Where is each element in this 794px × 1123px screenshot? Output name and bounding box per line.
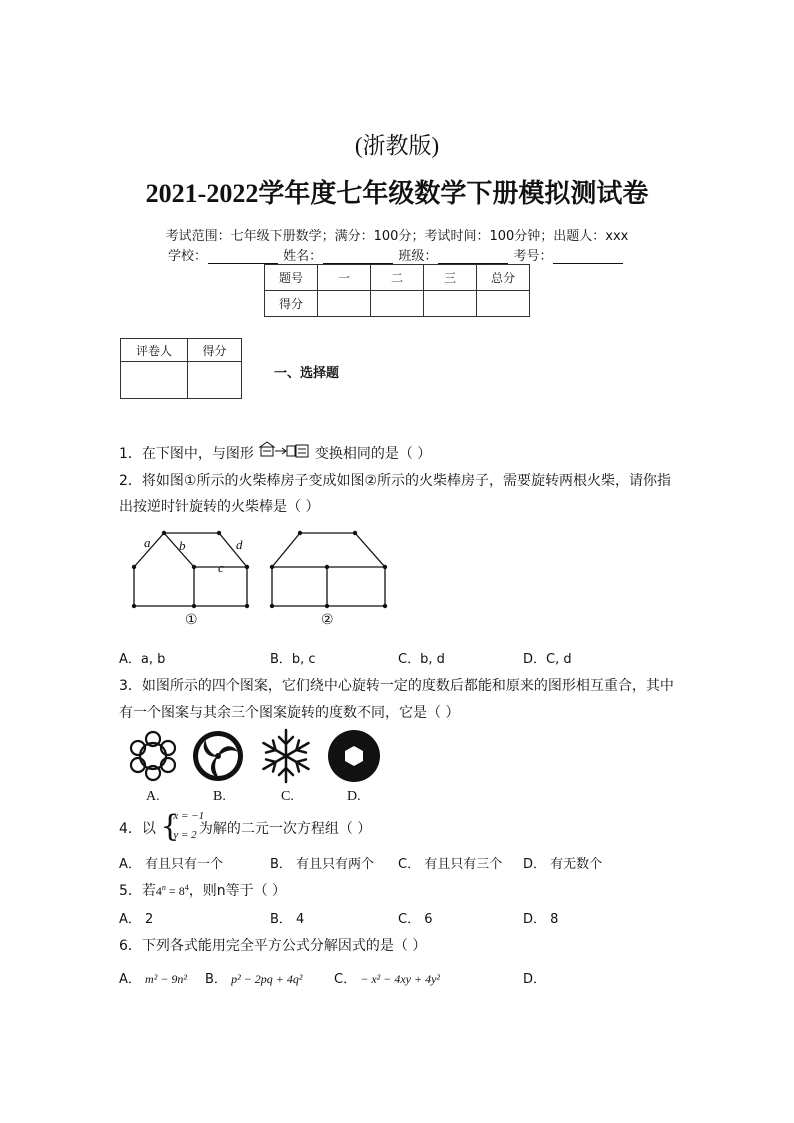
q5-option-a[interactable]: A． 2 xyxy=(119,912,154,927)
q2-option-c[interactable]: C．b, d xyxy=(398,652,445,667)
figure-caption-1: ① xyxy=(185,612,198,628)
q6-option-a-label: A． xyxy=(119,972,141,987)
page-title: 2021-2022学年度七年级数学下册模拟测试卷 xyxy=(145,179,649,208)
q6-option-c-label: C． xyxy=(334,972,357,987)
grader-header: 得分 xyxy=(188,339,242,362)
q4-option-a[interactable]: A． 有且只有一个 xyxy=(119,857,224,872)
question-3-line2: 有一个图案与其余三个图案旋转的度数不同，它是（ ） xyxy=(119,705,460,721)
question-1 xyxy=(119,441,431,463)
snowflake-pattern-icon xyxy=(260,730,312,782)
q6-option-a[interactable] xyxy=(119,968,187,987)
section-title: 一、选择题 xyxy=(274,366,340,381)
flower-pattern-icon xyxy=(131,732,175,780)
equation-system: { x = −1 y = 2 xyxy=(160,809,205,844)
score-cell[interactable] xyxy=(424,291,477,317)
grader-header: 评卷人 xyxy=(121,339,188,362)
label-b: b xyxy=(179,538,186,553)
name-label: 姓名： xyxy=(283,249,323,264)
score-table xyxy=(264,264,530,317)
grader-cell[interactable] xyxy=(121,362,188,399)
q1-text-before: 1．在下图中，与图形 xyxy=(119,446,254,462)
q5-option-b[interactable]: B． 4 xyxy=(270,912,305,927)
hexagon-ring-pattern-icon xyxy=(328,730,380,782)
q4-suffix: 为解的二元一次方程组（ ） xyxy=(198,821,372,837)
student-fields xyxy=(168,245,624,264)
class-label: 班级： xyxy=(398,249,438,264)
question-2-line2: 出按逆时针旋转的火柴棒是（ ） xyxy=(119,499,320,515)
score-header: 二 xyxy=(371,265,424,291)
q4-option-d[interactable]: D． 有无数个 xyxy=(523,857,603,872)
exam-number-field[interactable] xyxy=(553,263,623,264)
score-header: 题号 xyxy=(265,265,318,291)
edition-label: (浙教版) xyxy=(354,133,440,158)
score-cell[interactable] xyxy=(477,291,530,317)
school-label: 学校： xyxy=(168,249,208,264)
q6-option-c[interactable] xyxy=(334,968,440,987)
q6-expr-b: p² − 2pq + 4q² xyxy=(231,972,303,986)
score-header: 三 xyxy=(424,265,477,291)
pattern-caption-a[interactable]: A. xyxy=(146,789,160,804)
exam-info: 考试范围：七年级下册数学；满分：100分；考试时间：100分钟；出题人：xxx xyxy=(165,229,629,244)
q2-option-a[interactable]: A．a, b xyxy=(119,652,166,667)
score-cell[interactable] xyxy=(371,291,424,317)
figure-caption-2: ② xyxy=(321,612,334,628)
label-c: c xyxy=(218,560,224,575)
rotation-patterns-figure xyxy=(118,726,388,806)
q2-option-d[interactable]: D．C, d xyxy=(523,652,572,667)
q6-option-b[interactable] xyxy=(205,968,302,987)
transform-shape-icon xyxy=(258,441,310,461)
q4-option-b[interactable]: B． 有且只有两个 xyxy=(270,857,375,872)
exam-number-label: 考号： xyxy=(513,249,553,264)
equation-1: x = −1 xyxy=(173,810,205,822)
pattern-caption-d[interactable]: D. xyxy=(347,789,361,804)
question-6: 6．下列各式能用完全平方公式分解因式的是（ ） xyxy=(119,938,427,954)
question-4 xyxy=(119,810,371,846)
q1-text-after: 变换相同的是（ ） xyxy=(314,446,432,462)
q5-prefix: 5．若 xyxy=(119,883,156,899)
label-d: d xyxy=(236,537,243,552)
label-a: a xyxy=(144,535,151,550)
grader-cell[interactable] xyxy=(188,362,242,399)
q5-option-d[interactable]: D． 8 xyxy=(523,912,559,927)
question-5 xyxy=(119,880,286,900)
q5-option-c[interactable]: C． 6 xyxy=(398,912,433,927)
equation-2: y = 2 xyxy=(173,829,197,841)
q6-expr-a: m² − 9n² xyxy=(145,972,188,986)
score-row-label: 得分 xyxy=(265,291,318,317)
grader-table xyxy=(120,338,242,399)
question-3-line1: 3．如图所示的四个图案，它们绕中心旋转一定的度数后都能和原来的图形相互重合，其中 xyxy=(119,678,674,694)
score-header: 一 xyxy=(318,265,371,291)
q5-expression: $4^n = 8^4$ xyxy=(155,883,189,898)
q5-suffix: ，则n等于（ ） xyxy=(188,883,287,899)
pattern-caption-b[interactable]: B. xyxy=(213,789,226,804)
q6-expr-c: − x² − 4xy + 4y² xyxy=(360,972,441,986)
swirl-pattern-icon xyxy=(193,731,243,781)
q4-option-c[interactable]: C． 有且只有三个 xyxy=(398,857,503,872)
q6-option-d[interactable]: D． xyxy=(523,972,547,987)
question-2-line1: 2．将如图①所示的火柴棒房子变成如图②所示的火柴棒房子，需要旋转两根火柴，请你指 xyxy=(119,473,672,489)
pattern-caption-c[interactable]: C. xyxy=(281,789,294,804)
q2-option-b[interactable]: B．b, c xyxy=(270,652,316,667)
q6-option-b-label: B． xyxy=(205,972,227,987)
matchstick-house-figure xyxy=(127,523,407,628)
q4-prefix: 4．以 xyxy=(119,821,156,837)
score-header: 总分 xyxy=(477,265,530,291)
score-cell[interactable] xyxy=(318,291,371,317)
